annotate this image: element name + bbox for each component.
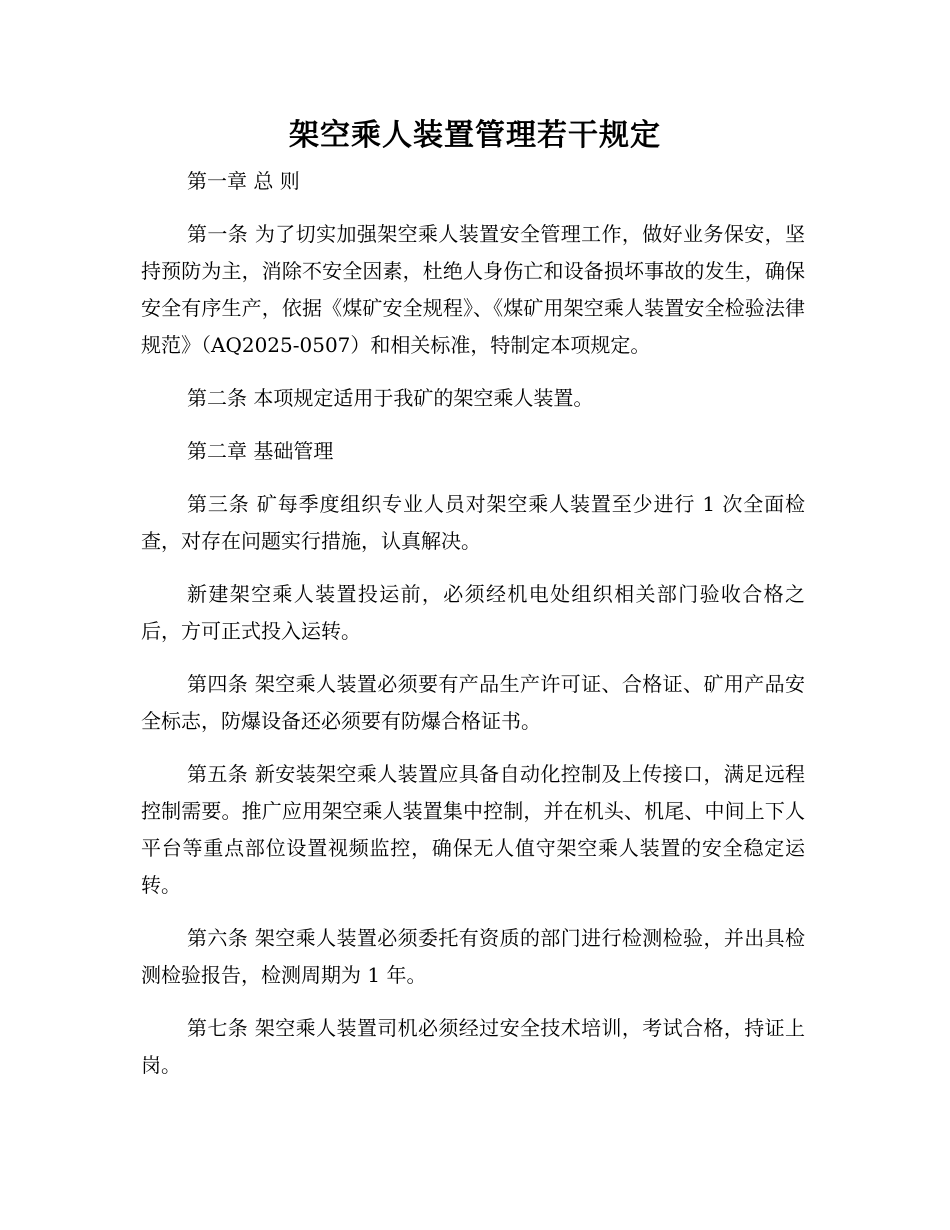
article-7: 第七条 架空乘人装置司机必须经过安全技术培训，考试合格，持证上岗。 — [141, 1016, 805, 1077]
article-5: 第五条 新安装架空乘人装置应具备自动化控制及上传接口，满足远程控制需要。推广应用架空乘人装置集中控制，并在机头、机尾、中间上下人平台等重点部位设置视频监控，确保无人值守架空乘人装置的安全稳定运转。 — [141, 762, 805, 897]
document-body — [141, 163, 805, 1100]
article-4: 第四条 架空乘人装置必须要有产品生产许可证、合格证、矿用产品安全标志，防爆设备还必须要有防爆合格证书。 — [141, 672, 805, 733]
article-2: 第二条 本项规定适用于我矿的架空乘人装置。 — [187, 386, 594, 410]
article-3: 第三条 矿每季度组织专业人员对架空乘人装置至少进行 1 次全面检查，对存在问题实行措施，认真解决。 — [141, 492, 805, 553]
article-1: 第一条 为了切实加强架空乘人装置安全管理工作，做好业务保安，坚持预防为主，消除不安全因素，杜绝人身伤亡和设备损坏事故的发生，确保安全有序生产，依据《煤矿安全规程》、《煤矿用架空乘人装置安全检验法律规范》（AQ2025-0507）和相关标准，特制定本项规定。 — [141, 222, 805, 357]
document-title: 架空乘人装置管理若干规定 — [289, 118, 661, 153]
article-3-continued: 新建架空乘人装置投运前，必须经机电处组织相关部门验收合格之后，方可正式投入运转。 — [141, 582, 805, 643]
article-6: 第六条 架空乘人装置必须委托有资质的部门进行检测检验，并出具检测检验报告，检测周期为 1 年。 — [141, 926, 805, 987]
chapter-heading-1: 第一章 总 则 — [187, 169, 300, 193]
chapter-heading-2: 第二章 基础管理 — [187, 439, 334, 463]
